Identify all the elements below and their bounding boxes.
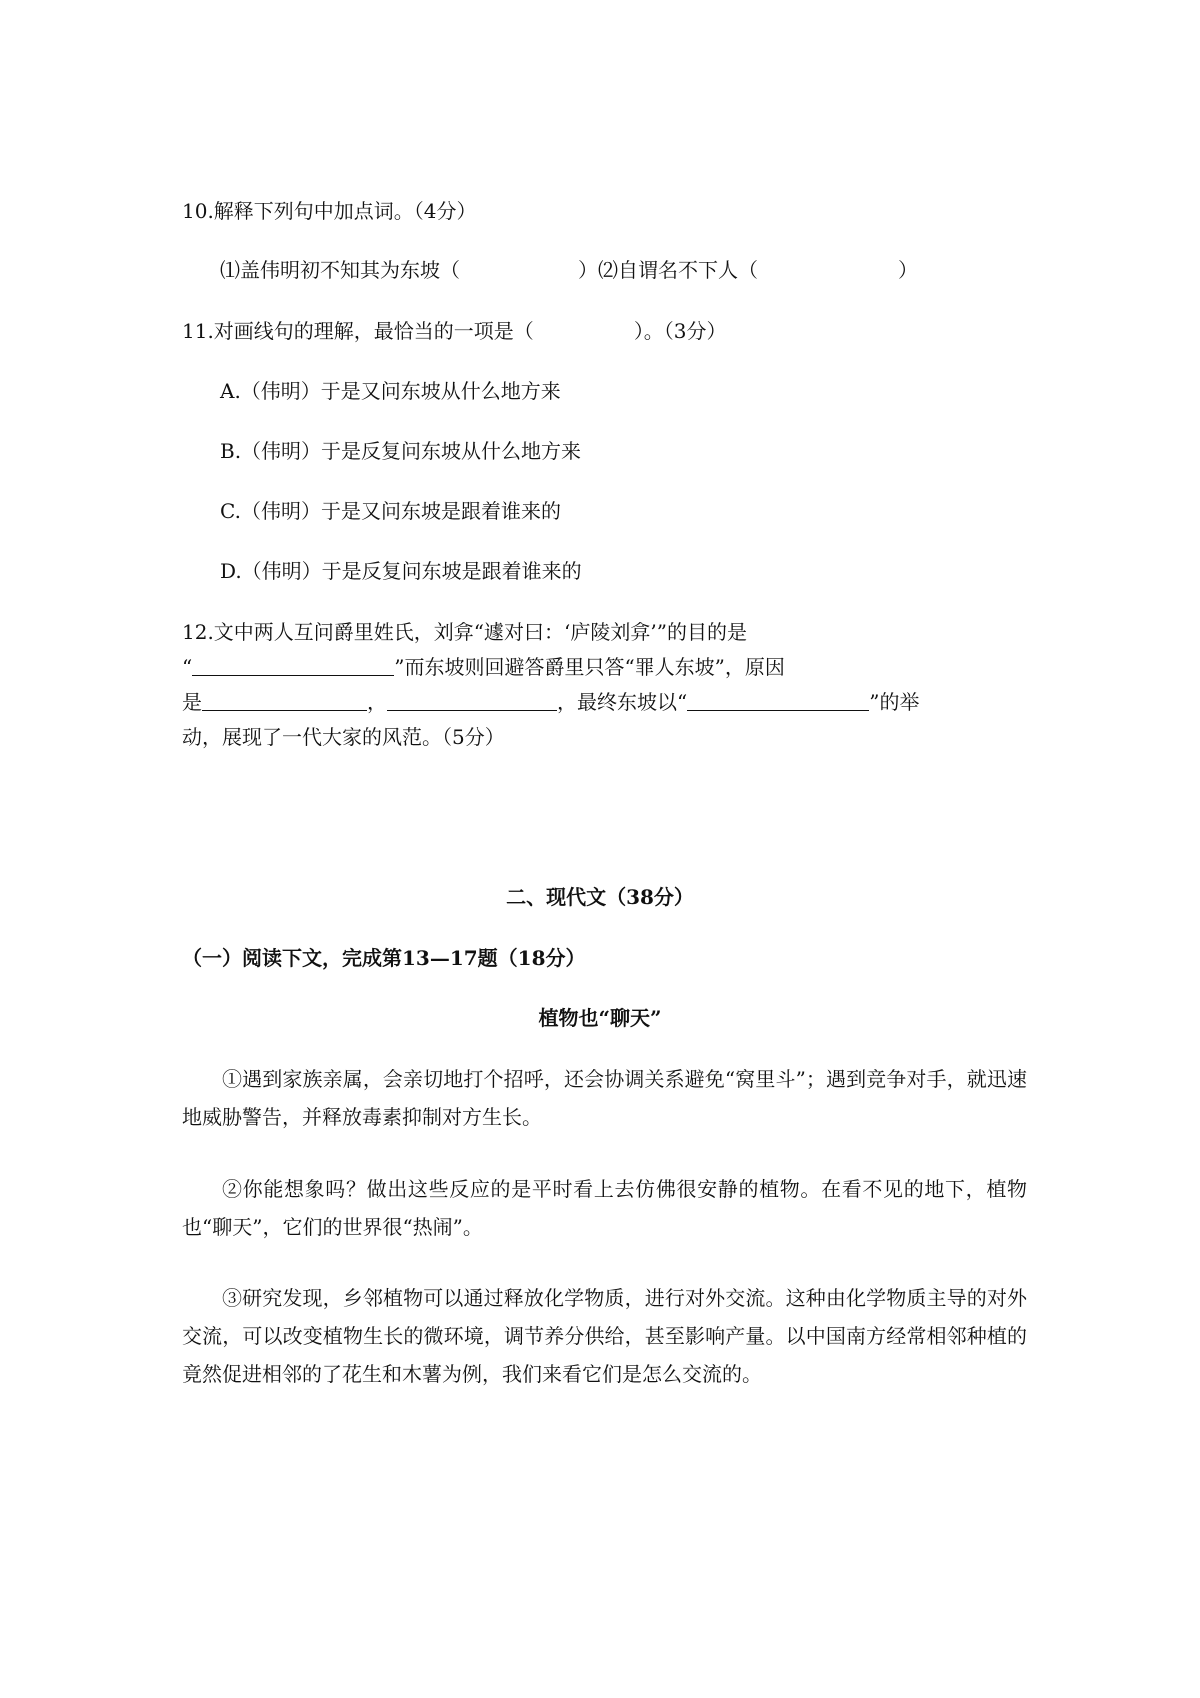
- q12-line3-d: ”的举: [869, 690, 920, 714]
- q12-line2: [182, 653, 1032, 681]
- q12-line3-c: ，最终东坡以“: [557, 690, 688, 714]
- section2-title: [0, 883, 1200, 911]
- q11-option-d-text: D.（伟明）于是反复问东坡是跟着谁来的: [220, 559, 582, 583]
- q12-blank-3[interactable]: [387, 690, 557, 711]
- article-paragraph-3: [182, 1279, 1027, 1393]
- section2-subheading: [182, 944, 1032, 972]
- q11-option-c: [220, 497, 1070, 525]
- article-paragraph-3-text: ③研究发现，乡邻植物可以通过释放化学物质，进行对外交流。这种由化学物质主导的对外交流，可以改变植物生长的微环境，调节养分供给，甚至影响产量。以中国南方经常相邻种植的竟然促进相邻的了花生和木薯为例，我们来看它们是怎么交流的。: [182, 1286, 1027, 1386]
- q11-option-c-text: C.（伟明）于是又问东坡是跟着谁来的: [220, 499, 561, 523]
- q10-stem-text: 10.解释下列句中加点词。（4分）: [182, 199, 477, 223]
- q12-line2-rest: ”而东坡则回避答爵里只答“罪人东坡”，原因: [394, 655, 785, 679]
- article-title: [0, 1004, 1200, 1032]
- q11-option-b-text: B.（伟明）于是反复问东坡从什么地方来: [220, 439, 582, 463]
- article-title-text: 植物也“聊天”: [538, 1006, 662, 1030]
- article-paragraph-1: [182, 1060, 1027, 1136]
- q12-blank-1[interactable]: [192, 655, 394, 676]
- q12-blank-2[interactable]: [202, 690, 367, 711]
- q12-blank-4[interactable]: [687, 690, 869, 711]
- q12-line2-open: “: [182, 655, 193, 679]
- q12-line1-text: 12.文中两人互问爵里姓氏，刘弇“遽对曰：‘庐陵刘弇’”的目的是: [182, 620, 747, 644]
- q12-line3: [182, 688, 1032, 716]
- q10-item2-prefix: ⑵自谓名不下人（: [598, 258, 758, 282]
- article-paragraph-2-text: ②你能想象吗？做出这些反应的是平时看上去仿佛很安静的植物。在看不见的地下，植物也“聊天”，它们的世界很“热闹”。: [182, 1177, 1027, 1239]
- q10-items: [220, 256, 1070, 284]
- q10-item2-suffix: ）: [898, 258, 918, 282]
- q11-stem-suffix: ）。（3分）: [633, 319, 727, 343]
- q10-item1-prefix: ⑴盖伟明初不知其为东坡（: [220, 258, 460, 282]
- article-paragraph-1-text: ①遇到家族亲属，会亲切地打个招呼，还会协调关系避免“窝里斗”；遇到竞争对手，就迅速地威胁警告，并释放毒素抑制对方生长。: [182, 1067, 1027, 1129]
- q11-stem: [182, 317, 1032, 345]
- section2-title-text: 二、现代文（38分）: [506, 885, 694, 909]
- q11-option-d: [220, 557, 1070, 585]
- q12-line4-text: 动，展现了一代大家的风范。（5分）: [182, 725, 505, 749]
- q12-line1: [182, 618, 1032, 646]
- article-paragraph-2: [182, 1170, 1027, 1246]
- q12-line4: [182, 723, 1032, 751]
- q11-stem-prefix: 11.对画线句的理解，最恰当的一项是（: [182, 319, 534, 343]
- q11-option-b: [220, 437, 1070, 465]
- q10-stem: [182, 197, 1032, 225]
- q11-option-a: [220, 377, 1070, 405]
- q12-line3-b: ，: [367, 690, 387, 714]
- q12-line3-a: 是: [182, 690, 202, 714]
- section2-subheading-text: （一）阅读下文，完成第13—17题（18分）: [182, 946, 586, 970]
- q10-item1-suffix: ）: [578, 258, 598, 282]
- q11-option-a-text: A.（伟明）于是又问东坡从什么地方来: [220, 379, 561, 403]
